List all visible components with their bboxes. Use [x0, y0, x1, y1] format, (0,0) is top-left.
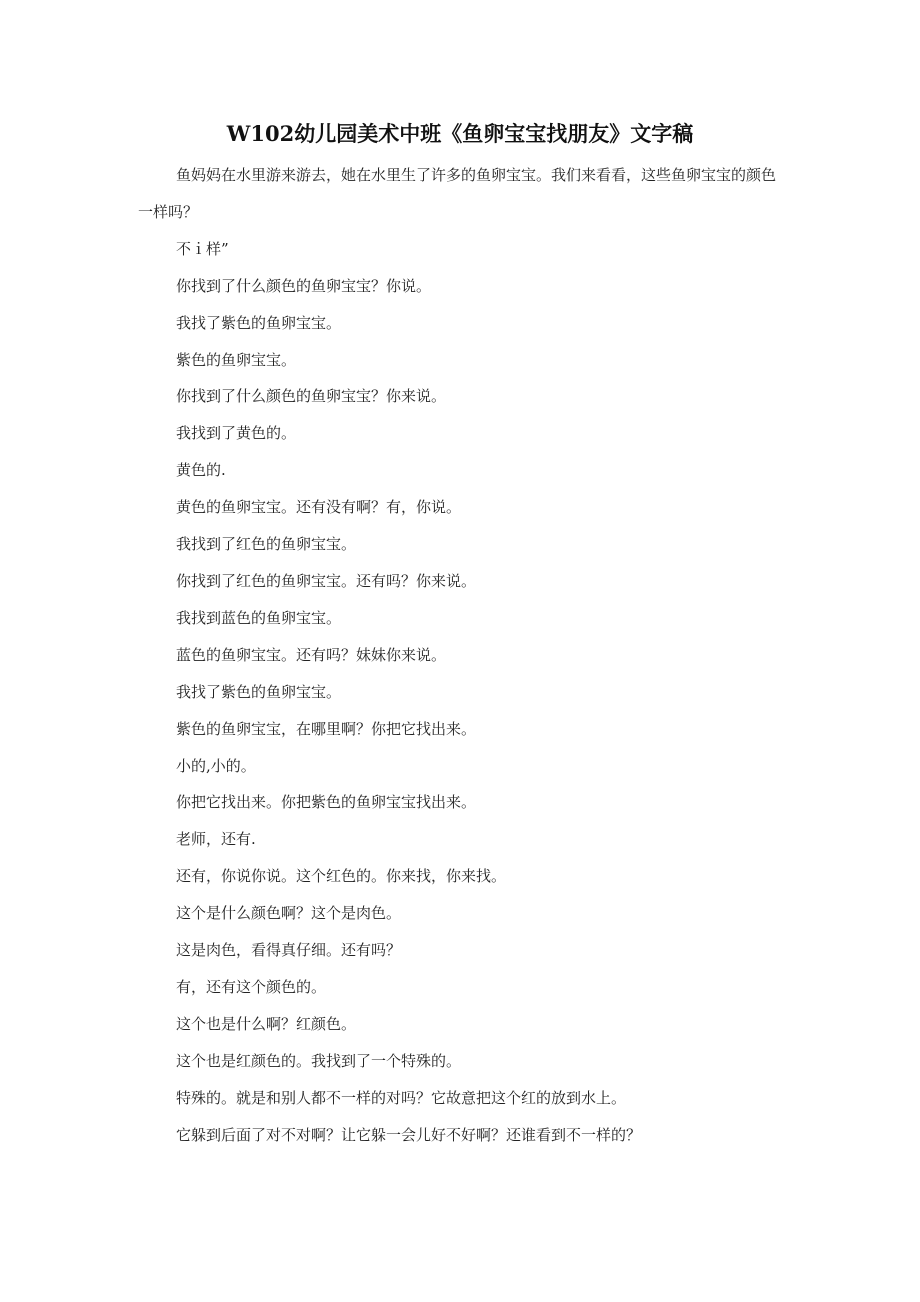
paragraph: 你找到了什么颜色的鱼卵宝宝？你说。	[176, 276, 432, 295]
document-body	[138, 157, 788, 1153]
paragraph: 鱼妈妈在水里游来游去，她在水里生了许多的鱼卵宝宝。我们来看看，这些鱼卵宝宝的颜色一样吗？	[138, 166, 777, 221]
paragraph: 我找到了黄色的。	[176, 424, 297, 443]
paragraph: 老师，还有.	[176, 830, 256, 849]
paragraph: 我找到了红色的鱼卵宝宝。	[176, 535, 357, 554]
paragraph: 我找了紫色的鱼卵宝宝。	[176, 682, 342, 701]
paragraph: 这是肉色，看得真仔细。还有吗？	[176, 941, 402, 960]
paragraph: 这个是什么颜色啊？这个是肉色。	[176, 904, 402, 923]
paragraph: 黄色的.	[176, 461, 226, 480]
paragraph: 黄色的鱼卵宝宝。还有没有啊？有，你说。	[176, 498, 462, 517]
paragraph: 还有，你说你说。这个红色的。你来找，你来找。	[176, 867, 507, 886]
paragraph: 我找到蓝色的鱼卵宝宝。	[176, 608, 342, 627]
paragraph: 不ｉ样”	[176, 239, 229, 258]
paragraph: 蓝色的鱼卵宝宝。还有吗？妹妹你来说。	[176, 645, 447, 664]
paragraph: 特殊的。就是和别人都不一样的对吗？它故意把这个红的放到水上。	[176, 1088, 627, 1107]
paragraph: 紫色的鱼卵宝宝，在哪里啊？你把它找出来。	[176, 719, 477, 738]
paragraph: 有，还有这个颜色的。	[176, 977, 327, 996]
paragraph: 你把它找出来。你把紫色的鱼卵宝宝找出来。	[176, 793, 477, 812]
document-title: W102幼儿园美术中班《鱼卵宝宝找朋友》文字稿	[226, 121, 694, 146]
paragraph: 你找到了红色的鱼卵宝宝。还有吗？你来说。	[176, 571, 477, 590]
paragraph: 小的,小的。	[176, 756, 256, 775]
paragraph: 你找到了什么颜色的鱼卵宝宝？你来说。	[176, 387, 447, 406]
paragraph: 紫色的鱼卵宝宝。	[176, 350, 297, 369]
paragraph: 它躲到后面了对不对啊？让它躲一会儿好不好啊？还谁看到不一样的？	[176, 1125, 642, 1144]
paragraph: 这个也是什么啊？红颜色。	[176, 1014, 357, 1033]
paragraph: 我找了紫色的鱼卵宝宝。	[176, 313, 342, 332]
paragraph: 这个也是红颜色的。我找到了一个特殊的。	[176, 1051, 462, 1070]
